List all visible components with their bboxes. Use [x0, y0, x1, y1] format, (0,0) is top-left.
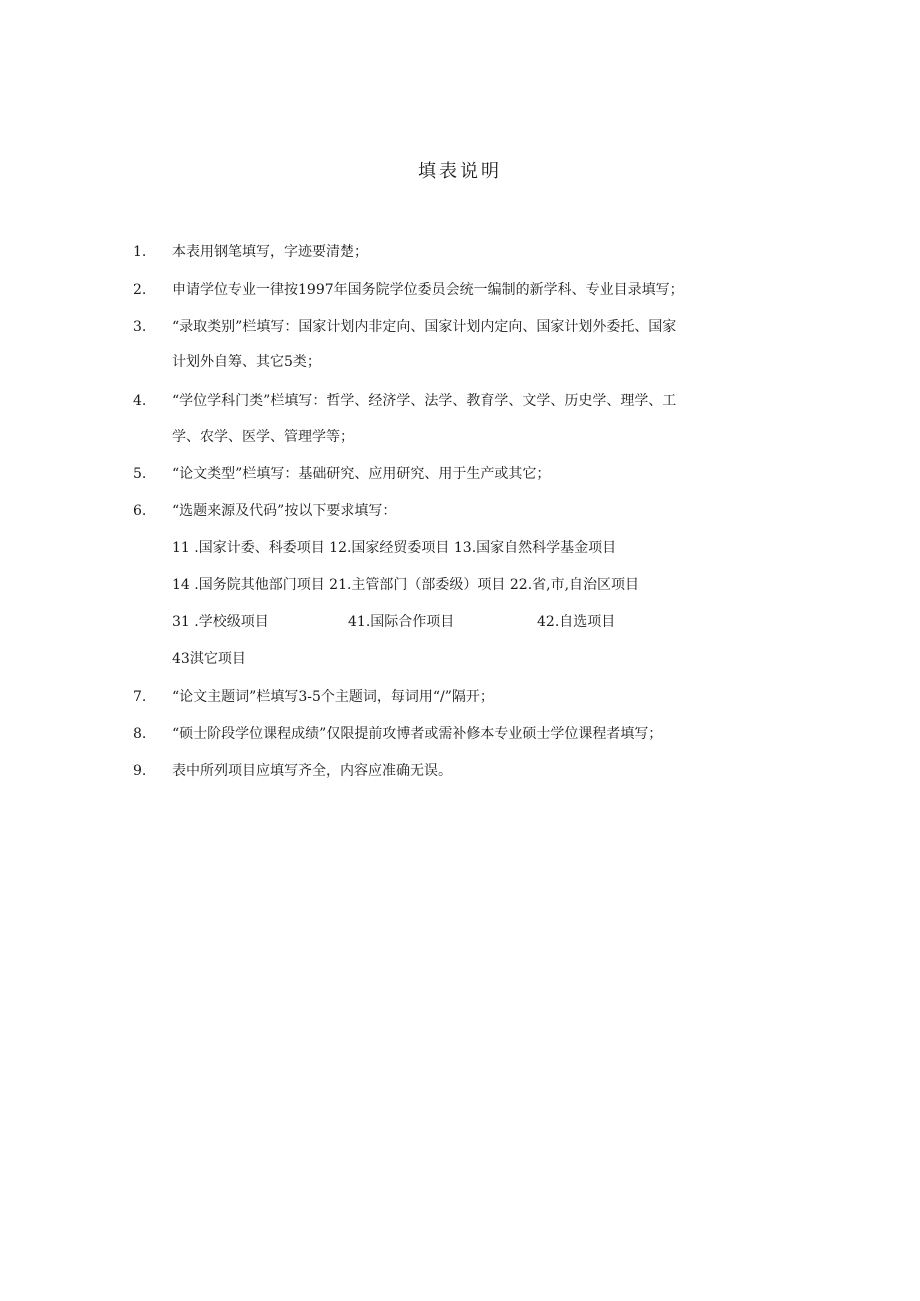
item-text: “录取类别”栏填写：国家计划内非定向、国家计划内定向、国家计划外委托、国家 — [172, 319, 677, 335]
code-row-text: 14 .国务院其他部门项目 21.主管部门（部委级）项目 22.省,市,自治区项目 — [172, 577, 640, 593]
item-text: 表中所列项目应填写齐全，内容应准确无误。 — [172, 763, 452, 779]
item-text: 本表用钢笔填写，字迹要清楚； — [172, 244, 368, 260]
code-row-text: 11 .国家计委、科委项目 12.国家经贸委项目 13.国家自然科学基金项目 — [172, 540, 617, 556]
item-number: 1. — [133, 244, 147, 260]
item-number: 7. — [133, 689, 147, 705]
item-text: 申请学位专业一律按1997年国务院学位委员会统一编制的新学科、专业目录填写； — [172, 282, 684, 298]
item-text: “选题来源及代码”按以下要求填写： — [172, 503, 397, 519]
item-number: 4. — [133, 393, 147, 409]
code-entry: 41.国际合作项目 — [348, 614, 455, 630]
item-number: 6. — [133, 503, 147, 519]
item-number: 2. — [133, 282, 147, 298]
item-number: 3. — [133, 319, 147, 335]
code-row-text: 43淇它项目 — [172, 651, 246, 667]
item-text: “学位学科门类”栏填写：哲学、经济学、法学、教育学、文学、历史学、理学、工 — [172, 393, 677, 409]
item-number: 8. — [133, 726, 147, 742]
item-number: 9. — [133, 763, 147, 779]
code-entry: 42.自选项目 — [537, 614, 616, 630]
item-text-continued: 学、农学、医学、管理学等； — [172, 429, 354, 445]
code-entry: 31 .学校级项目 — [172, 614, 269, 630]
item-text-continued: 计划外自筹、其它5类； — [172, 354, 321, 370]
item-number: 5. — [133, 466, 147, 482]
item-text: “论文主题词”栏填写3-5个主题词，每词用“/”隔开； — [172, 689, 494, 705]
page-title: 填表说明 — [418, 161, 502, 182]
item-text: “硕士阶段学位课程成绩”仅限提前攻博者或需补修本专业硕士学位课程者填写； — [172, 726, 663, 742]
item-text: “论文类型”栏填写：基础研究、应用研究、用于生产或其它； — [172, 466, 551, 482]
